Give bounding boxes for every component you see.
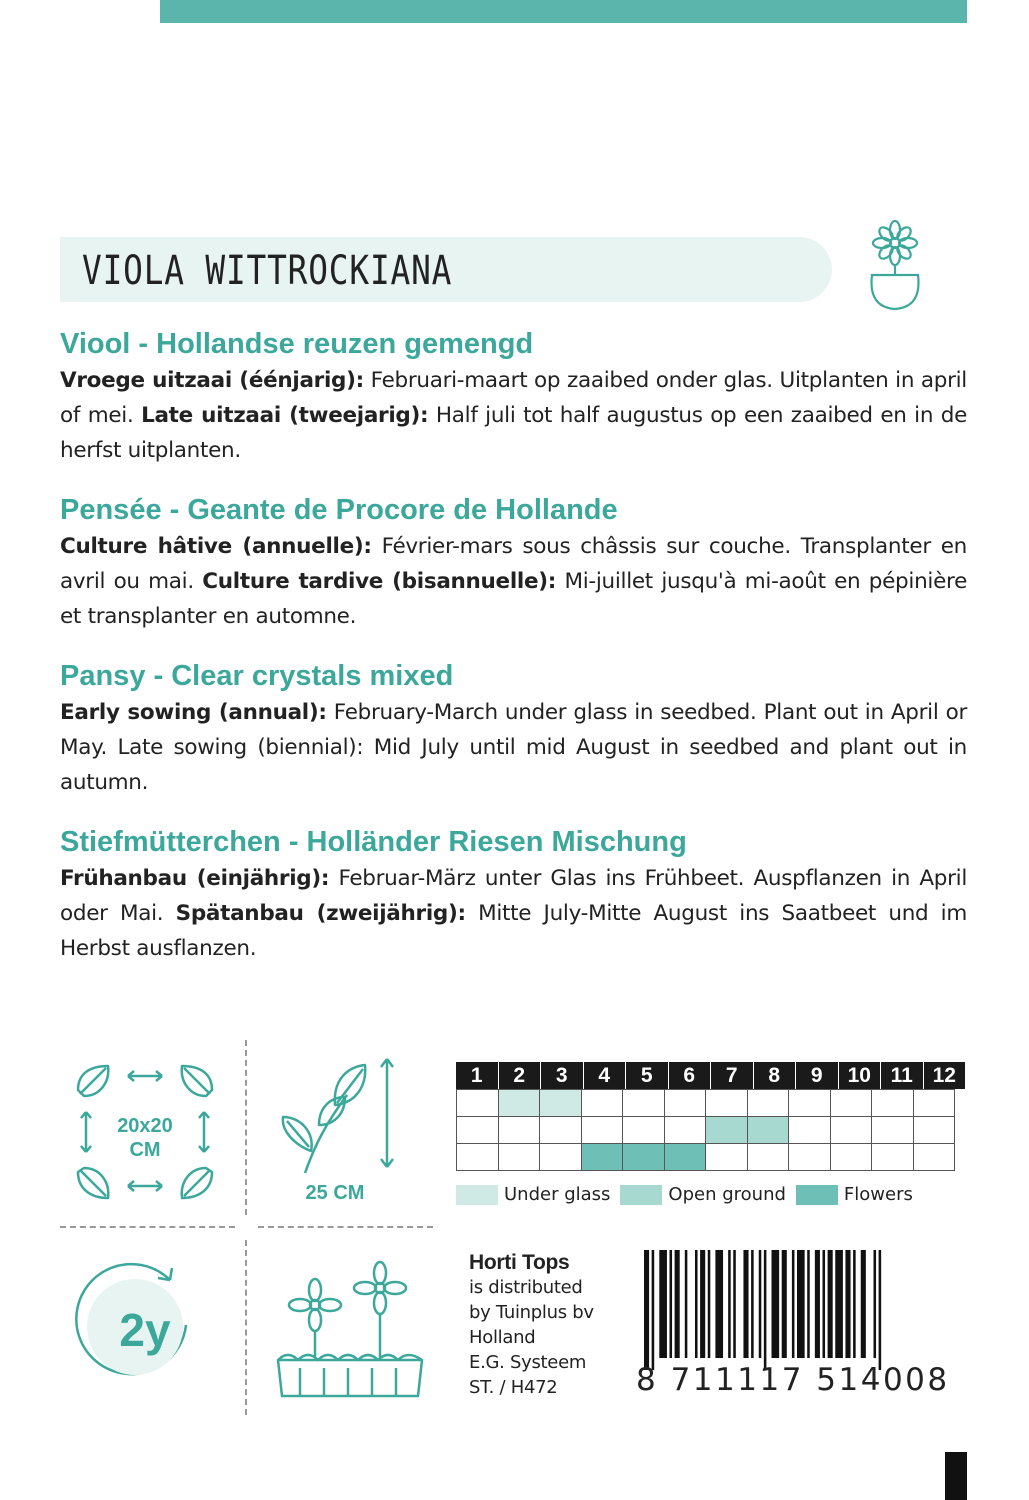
section-text: Frühanbau (einjährig): Februar-März unter Glas ins Frühbeet. Auspflanzen in April oder Mai. Spätanbau (zweijährig): Mitte July-Mitte August ins Saatbeet und im Herbst ausflanzen.: [60, 866, 967, 961]
height-label: 25 CM: [305, 1182, 365, 1204]
section-text: Culture hâtive (annuelle): Février-mars sous châssis sur couche. Transplanter en avril ou mai. Culture tardive (bisannuelle): Mi-juillet jusqu'à mi-août en pépinière et transplanter en automne.: [60, 534, 967, 629]
calendar-cell: [622, 1116, 665, 1144]
barcode-bar: [751, 1250, 754, 1358]
barcode-bar: [659, 1250, 667, 1358]
calendar-cell: [456, 1143, 499, 1171]
calendar-cell: [913, 1116, 956, 1144]
divider-vertical: [245, 1040, 247, 1215]
barcode-bar: [759, 1250, 762, 1358]
month-label: 5: [626, 1062, 669, 1089]
barcode-bar: [772, 1250, 780, 1358]
divider-vertical: [245, 1240, 247, 1415]
barcode-bar: [764, 1250, 767, 1370]
barcode-bar: [845, 1250, 850, 1358]
calendar-cell: [622, 1143, 665, 1171]
calendar-cell: [871, 1116, 914, 1144]
barcode-bar: [700, 1250, 705, 1358]
cycle-label: 2y: [119, 1304, 171, 1356]
calendar-cell: [498, 1089, 541, 1117]
calendar-cell: [664, 1143, 707, 1171]
section-title: Pansy - Clear crystals mixed: [60, 660, 454, 692]
print-mark: [945, 1452, 967, 1500]
calendar-cell: [539, 1116, 582, 1144]
section-title: Stiefmütterchen - Holländer Riesen Mischung: [60, 826, 687, 858]
barcode-bar: [652, 1250, 655, 1370]
distributor-info: Horti Tops is distributed by Tuinplus bv Holland E.G. Systeem ST. / H472: [469, 1251, 594, 1398]
section-english: [60, 659, 967, 800]
calendar-cell: [871, 1089, 914, 1117]
calendar-cell: [788, 1116, 831, 1144]
barcode-number: 8 711117 514008: [636, 1362, 950, 1398]
barcode-bar: [792, 1250, 795, 1358]
barcode-bar: [823, 1250, 826, 1358]
barcode-bar: [815, 1250, 820, 1358]
calendar-cell: [747, 1116, 790, 1144]
barcode-bar: [715, 1250, 723, 1358]
legend-swatch: [456, 1185, 498, 1205]
plant-height-icon: [275, 1055, 405, 1180]
barcode-bar: [733, 1250, 736, 1358]
barcode-bar: [685, 1250, 688, 1358]
spacing-label: 20x20 CM: [117, 1115, 173, 1161]
seedling-tray-icon: [270, 1260, 430, 1400]
section-dutch: [60, 327, 967, 468]
month-label: 7: [711, 1062, 754, 1089]
calendar-cell: [456, 1116, 499, 1144]
section-title: Pensée - Geante de Procore de Hollande: [60, 494, 618, 526]
legend-under-glass: Under glass: [456, 1184, 610, 1205]
calendar-cell: [705, 1143, 748, 1171]
calendar-cell: [498, 1116, 541, 1144]
barcode-bar: [675, 1250, 680, 1358]
barcode-bar: [728, 1250, 731, 1358]
calendar-cell: [871, 1143, 914, 1171]
month-label: 6: [669, 1062, 712, 1089]
calendar-header: [456, 1062, 966, 1089]
section-german: [60, 825, 967, 966]
calendar-cell: [581, 1116, 624, 1144]
legend-open-ground: Open ground: [620, 1184, 785, 1205]
section-text: Early sowing (annual): February-March under glass in seedbed. Plant out in April or May. Late sowing (biennial): Mid July until mid August in seedbed and plant out in autumn.: [60, 700, 968, 795]
month-label: 4: [584, 1062, 627, 1089]
calendar-cell: [788, 1089, 831, 1117]
section-french: [60, 493, 967, 634]
month-label: 11: [881, 1062, 924, 1089]
calendar-cell: [664, 1089, 707, 1117]
calendar-cell: [913, 1143, 956, 1171]
barcode-bar: [835, 1250, 843, 1358]
month-label: 8: [754, 1062, 797, 1089]
month-label: 10: [839, 1062, 882, 1089]
calendar-cell: [581, 1143, 624, 1171]
calendar-cell: [456, 1089, 499, 1117]
legend-flowers: Flowers: [796, 1184, 913, 1205]
month-label: 9: [796, 1062, 839, 1089]
calendar-cell: [830, 1116, 873, 1144]
calendar-cell: [747, 1089, 790, 1117]
barcode-bar: [708, 1250, 711, 1358]
barcode-bar: [874, 1250, 877, 1358]
calendar-cell: [747, 1143, 790, 1171]
potted-flower-icon: [860, 215, 930, 315]
top-accent-bar: [160, 0, 967, 23]
calendar-legend: [456, 1184, 923, 1205]
month-label: 1: [456, 1062, 499, 1089]
section-title: Viool - Hollandse reuzen gemengd: [60, 328, 534, 360]
calendar-cell: [913, 1089, 956, 1117]
calendar-row: [457, 1117, 966, 1144]
section-text: Vroege uitzaai (éénjarig): Februari-maart op zaaibed onder glas. Uitplanten in april of mei. Late uitzaai (tweejarig): Half juli tot half augustus op een zaaibed en in de herfst uitplanten.: [60, 368, 967, 463]
barcode-bar: [743, 1250, 748, 1358]
calendar-row: [457, 1144, 966, 1171]
barcode-bar: [853, 1250, 856, 1358]
calendar-cell: [830, 1089, 873, 1117]
barcode-bar: [695, 1250, 698, 1358]
calendar-cell: [705, 1116, 748, 1144]
divider-horizontal: [258, 1226, 433, 1228]
calendar-cell: [788, 1143, 831, 1171]
barcode-bar: [807, 1250, 810, 1358]
barcode-bar: [670, 1250, 673, 1358]
sowing-calendar: [456, 1062, 966, 1171]
barcode-bar: [797, 1250, 805, 1358]
calendar-cell: [705, 1089, 748, 1117]
month-label: 3: [541, 1062, 584, 1089]
calendar-cell: [622, 1089, 665, 1117]
calendar-cell: [664, 1116, 707, 1144]
barcode-bar: [782, 1250, 787, 1358]
brand-name: Horti Tops: [469, 1251, 570, 1274]
calendar-body: [457, 1090, 966, 1171]
calendar-cell: [539, 1089, 582, 1117]
calendar-cell: [539, 1143, 582, 1171]
month-label: 2: [499, 1062, 542, 1089]
legend-swatch: [620, 1185, 662, 1205]
calendar-cell: [498, 1143, 541, 1171]
legend-swatch: [796, 1185, 838, 1205]
barcode-bar: [879, 1250, 882, 1370]
barcode-bar: [861, 1250, 866, 1358]
month-label: 12: [924, 1062, 967, 1089]
divider-horizontal: [60, 1226, 235, 1228]
calendar-cell: [581, 1089, 624, 1117]
latin-name: VIOLA WITTROCKIANA: [82, 248, 453, 294]
barcode-bar: [644, 1250, 649, 1370]
barcode-bar: [828, 1250, 833, 1358]
barcode: [640, 1250, 967, 1370]
calendar-row: [457, 1090, 966, 1117]
calendar-cell: [830, 1143, 873, 1171]
